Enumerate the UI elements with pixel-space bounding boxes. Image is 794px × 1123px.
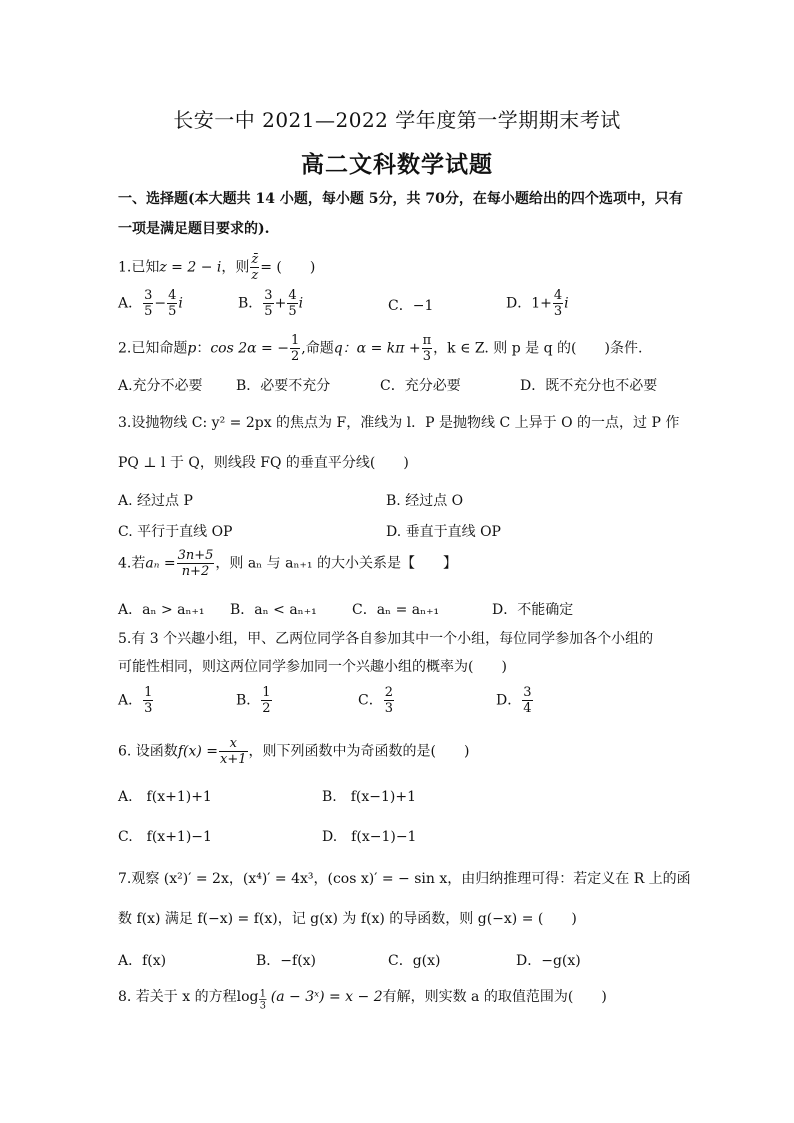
question-6-option-c: C. f(x+1)−1 <box>118 829 212 845</box>
question-7-stem-line2: 数 f(x) 满足 f(−x) = f(x)，记 g(x) 为 f(x) 的导函数，则 g(−x) = ( ) <box>118 911 577 927</box>
question-1-option-c: C．−1 <box>388 298 434 314</box>
question-7-option-a: A．f(x) <box>118 953 167 969</box>
section-heading-line2: 一项是满足题目要求的). <box>118 221 270 237</box>
question-3-option-a: A. 经过点 P <box>118 493 193 509</box>
question-3-option-d: D. 垂直于直线 OP <box>386 524 501 540</box>
question-6-option-a: A. f(x+1)+1 <box>118 789 212 805</box>
question-2-option-c: C．充分必要 <box>380 378 461 394</box>
question-7-option-c: C．g(x) <box>388 953 441 969</box>
question-2-stem: 2.已知命题p：cos 2α = − $\frac{1}{2}$ ,命题q：α = kπ + $\frac{\pi}{3}$ ，k ∈ Z. 则 p 是 q 的( )条件. <box>118 333 643 364</box>
fraction: $\frac{z̄}{z}$ <box>251 252 259 283</box>
question-6-option-b: B. f(x−1)+1 <box>322 789 417 805</box>
question-2-option-d: D．既不充分也不必要 <box>520 378 658 394</box>
question-5-option-c: C． $\frac{2}{3}$ <box>358 685 393 716</box>
question-5-option-b: B． $\frac{1}{2}$ <box>236 685 271 716</box>
question-1-option-b: B． $\frac{3}{5}$ + $\frac{4}{5}$ i <box>238 288 304 319</box>
question-5-option-d: D． $\frac{3}{4}$ <box>496 685 532 716</box>
question-7-stem-line1: 7.观察 (x²)′ = 2x，(x⁴)′ = 4x³，(cos x)′ = − sin x，由归纳推理可得：若定义在 R 上的函 <box>118 871 691 887</box>
question-5-stem-line2: 可能性相同，则这两位同学参加同一个兴趣小组的概率为( ) <box>118 659 507 675</box>
question-1-stem: 1.已知z = 2 − i，则 $\frac{z̄}{z}$ = ( ) <box>118 252 316 283</box>
question-4-stem: 4.若aₙ = $\frac{3n+5}{n+2}$ ，则 aₙ 与 aₙ₊₁ 的大小关系是【 】 <box>118 548 457 579</box>
question-5-stem-line1: 5.有 3 个兴趣小组，甲、乙两位同学各自参加其中一个小组，每位同学参加各个小组的 <box>118 631 654 647</box>
exam-subtitle: 高二文科数学试题 <box>301 151 493 178</box>
question-1-option-d: D．1+ $\frac{4}{3}$ i <box>506 288 569 319</box>
question-7-option-b: B．−f(x) <box>256 953 317 969</box>
question-6-stem: 6. 设函数f(x) = $\frac{x}{x+1}$ ，则下列函数中为奇函数的是( ) <box>118 736 470 767</box>
question-3-stem-line1: 3.设抛物线 C: y² = 2px 的焦点为 F，准线为 l．P 是抛物线 C 上异于 O 的一点，过 P 作 <box>118 415 680 431</box>
section-heading-line1: 一、选择题(本大题共 14 小题，每小题 5分，共 70分，在每小题给出的四个选项中，只有 <box>118 191 683 207</box>
question-6-option-d: D. f(x−1)−1 <box>322 829 417 845</box>
question-3-option-b: B. 经过点 O <box>386 493 464 509</box>
question-4-option-d: D．不能确定 <box>492 602 574 618</box>
question-7-option-d: D．−g(x) <box>516 953 581 969</box>
question-3-option-c: C. 平行于直线 OP <box>118 524 233 540</box>
question-1-option-a: A． $\frac{3}{5}$ − $\frac{4}{5}$ i <box>118 288 183 319</box>
question-8-stem: 8. 若关于 x 的方程log $\frac{1}{3}$ (a − 3ˣ) = x − 2有解，则实数 a 的取值范围为( ) <box>118 988 607 1012</box>
question-4-option-a: A．aₙ > aₙ₊₁ <box>118 602 205 618</box>
question-5-option-a: A． $\frac{1}{3}$ <box>118 685 153 716</box>
exam-title: 长安一中 2021—2022 学年度第一学期期末考试 <box>173 108 621 132</box>
question-2-option-b: B．必要不充分 <box>236 378 331 394</box>
question-2-option-a: A.充分不必要 <box>118 378 203 394</box>
question-4-option-b: B．aₙ < aₙ₊₁ <box>230 602 317 618</box>
question-4-option-c: C．aₙ = aₙ₊₁ <box>352 602 440 618</box>
question-3-stem-line2: PQ ⊥ l 于 Q，则线段 FQ 的垂直平分线( ) <box>118 455 409 471</box>
